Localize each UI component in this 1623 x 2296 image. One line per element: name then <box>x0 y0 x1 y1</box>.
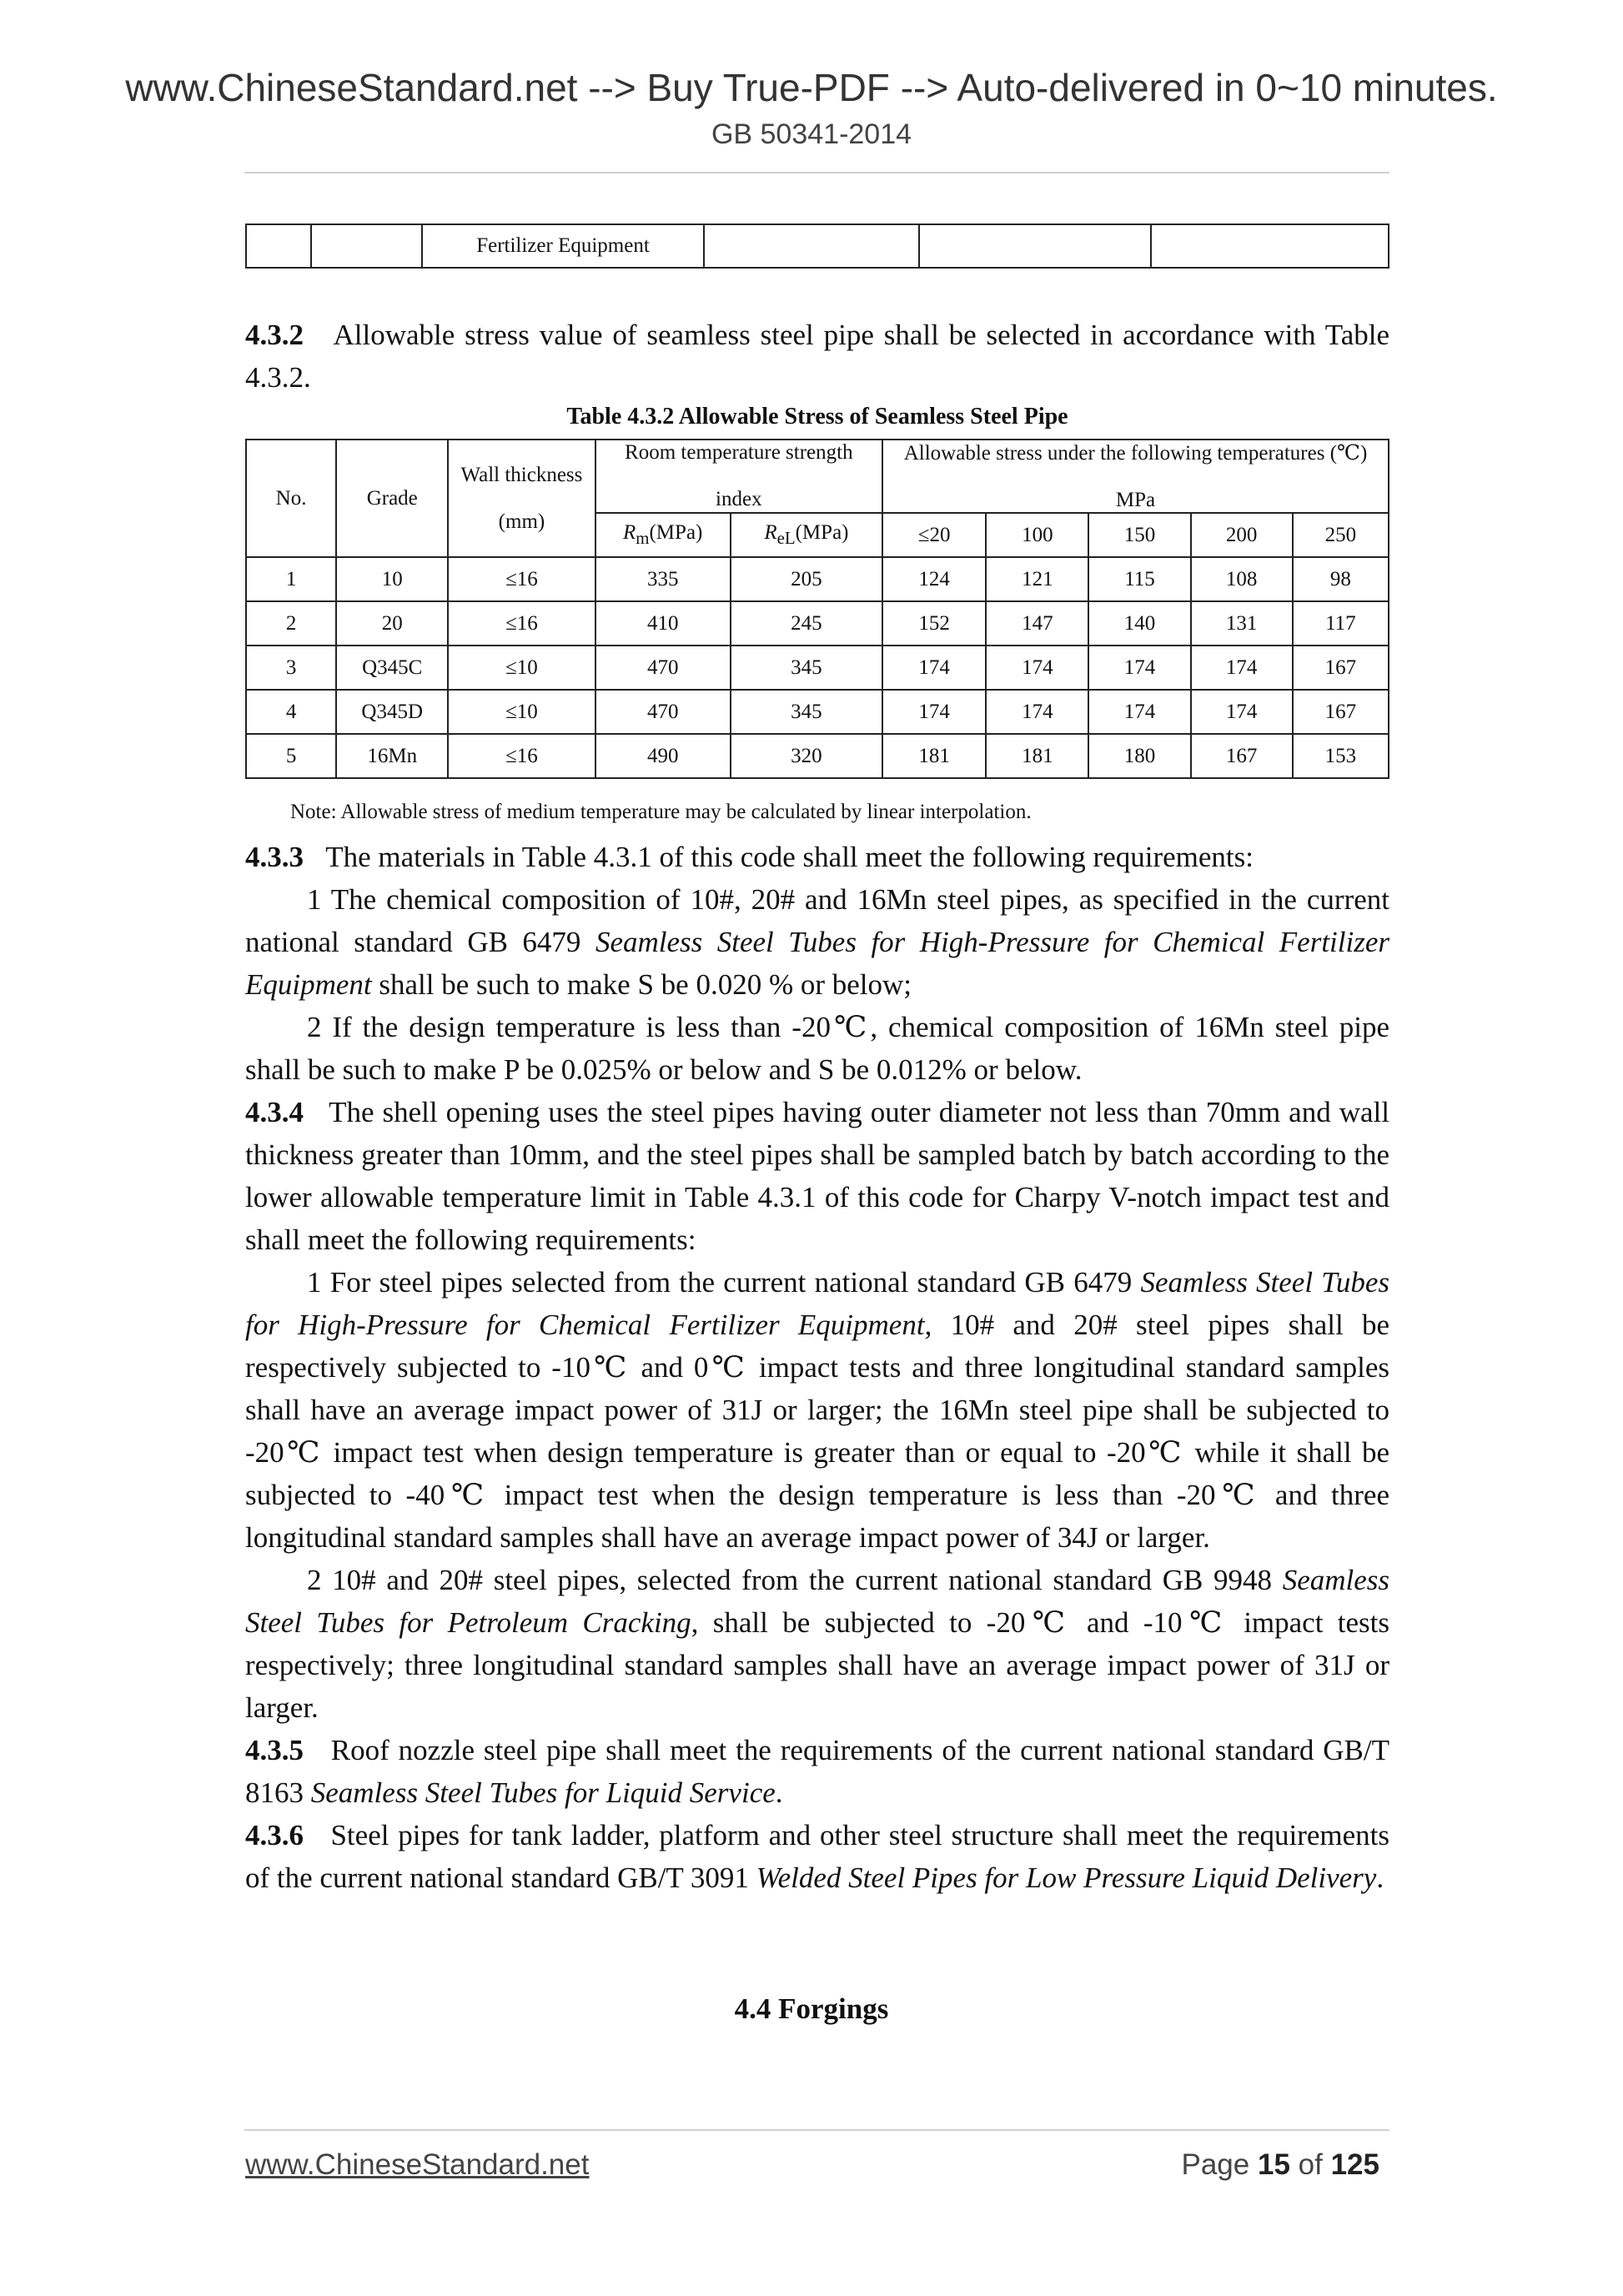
table-cell <box>1151 224 1389 268</box>
header-room-temp: Room temperature strength index <box>595 440 882 513</box>
table-cell <box>246 224 311 268</box>
header-allowable-stress: Allowable stress under the following temperatures (℃) MPa <box>882 440 1389 513</box>
clause-4-3-4-item-1: 1 For steel pipes selected from the current national standard GB 6479 Seamless Steel Tubes for High-Pressure for Chemical Fertilizer Equipment, 10# and 20# steel pipes shall be respectively subjected to -10℃ and 0℃ impact tests and three longitudinal standard samples shall have an average impact power of 31J or larger; the 16Mn steel pipe shall be subjected to -20℃ impact test when design temperature is greater than or equal to -20℃ while it shall be subjected to -40℃ impact test when the design temperature is less than -20℃ and three longitudinal standard samples shall have an average impact power of 34J or larger. <box>245 1266 1389 1554</box>
clause-4-3-4-item-2: 2 10# and 20# steel pipes, selected from the current national standard GB 9948 Seamless Steel Tubes for Petroleum Cracking, shall be subjected to -20℃ and -10℃ impact tests respectively; three longitudinal standard samples shall have an average impact power of 31J or larger. <box>245 1564 1389 1724</box>
header-grade: Grade <box>336 440 448 557</box>
table-row: 4 Q345D ≤10 470 345 174 174 174 174 167 <box>246 690 1389 734</box>
header-banner[interactable]: www.ChineseStandard.net --> Buy True-PDF --> Auto-delivered in 0~10 minutes. <box>125 66 1498 109</box>
clause-4-3-3: 4.3.3 The materials in Table 4.3.1 of this code shall meet the following requirements: <box>245 841 1254 873</box>
table-note: Note: Allowable stress of medium temperature may be calculated by linear interpolation. <box>290 801 1032 823</box>
continued-table <box>245 224 1389 269</box>
clause-4-3-5: 4.3.5 Roof nozzle steel pipe shall meet the requirements of the current national standard GB/T 8163 Seamless Steel Tubes for Liquid Service. <box>245 1734 1389 1809</box>
section-title-4-4: 4.4 Forgings <box>734 1992 889 2025</box>
table-cell <box>919 224 1151 268</box>
page-indicator: Page 15 of 125 <box>1181 2148 1379 2181</box>
header-temp: ≤20 <box>882 513 986 557</box>
table-cell <box>311 224 422 268</box>
clause-4-3-3-item-2: 2 If the design temperature is less than -20℃, chemical composition of 16Mn steel pipe shall be such to make P be 0.025% or below and S be 0.012% or below. <box>245 1011 1389 1086</box>
header-rm: $R_m(MPa)$ <box>595 513 731 557</box>
header-rel: $R_{eL}(MPa)$ <box>731 513 882 557</box>
clause-number: 4.3.3 <box>245 841 304 873</box>
footer-divider <box>244 2129 1389 2131</box>
table-row: 3 Q345C ≤10 470 345 174 174 174 174 167 <box>246 646 1389 690</box>
table-caption: Table 4.3.2 Allowable Stress of Seamless Steel Pipe <box>566 404 1068 430</box>
header-temp: 150 <box>1088 513 1190 557</box>
clause-4-3-4: 4.3.4 The shell opening uses the steel pipes having outer diameter not less than 70mm and wall thickness greater than 10mm, and the steel pipes shall be sampled batch by batch according to the lower allowable temperature limit in Table 4.3.1 of this code for Charpy V-notch impact test and shall meet the following requirements: <box>245 1096 1389 1256</box>
clause-4-3-6: 4.3.6 Steel pipes for tank ladder, platform and other steel structure shall meet the requirements of the current national standard GB/T 3091 Welded Steel Pipes for Low Pressure Liquid Delivery. <box>245 1819 1390 1894</box>
table-cell <box>704 224 919 268</box>
clause-text: Allowable stress value of seamless steel pipe shall be selected in accordance with Table 4.3.2. <box>245 319 1389 394</box>
clause-number: 4.3.2 <box>245 319 304 351</box>
header-temp: 200 <box>1191 513 1293 557</box>
clause-4-3-3-item-1: 1 The chemical composition of 10#, 20# and 16Mn steel pipes, as specified in the current national standard GB 6479 Seamless Steel Tubes for High-Pressure for Chemical Fertilizer Equipment shall be such to make S be 0.020 % or below; <box>245 883 1389 1001</box>
header-temp: 100 <box>986 513 1088 557</box>
clause-4-3-2 <box>245 314 1389 399</box>
allowable-stress-table <box>245 439 1389 779</box>
clause-number: 4.3.5 <box>245 1734 304 1766</box>
header-divider <box>244 172 1389 173</box>
clause-number: 4.3.6 <box>245 1819 304 1851</box>
standard-number: GB 50341-2014 <box>711 118 912 150</box>
header-temp: 250 <box>1293 513 1389 557</box>
header-no: No. <box>246 440 336 557</box>
table-cell: Fertilizer Equipment <box>422 224 704 268</box>
table-row: 5 16Mn ≤16 490 320 181 181 180 167 153 <box>246 734 1389 778</box>
table-row: 1 10 ≤16 335 205 124 121 115 108 98 <box>246 557 1389 601</box>
table-row: 2 20 ≤16 410 245 152 147 140 131 117 <box>246 601 1389 646</box>
clause-number: 4.3.4 <box>245 1096 304 1128</box>
footer-site-link[interactable]: www.ChineseStandard.net <box>245 2148 590 2181</box>
header-wall-thickness: Wall thickness (mm) <box>448 440 595 557</box>
